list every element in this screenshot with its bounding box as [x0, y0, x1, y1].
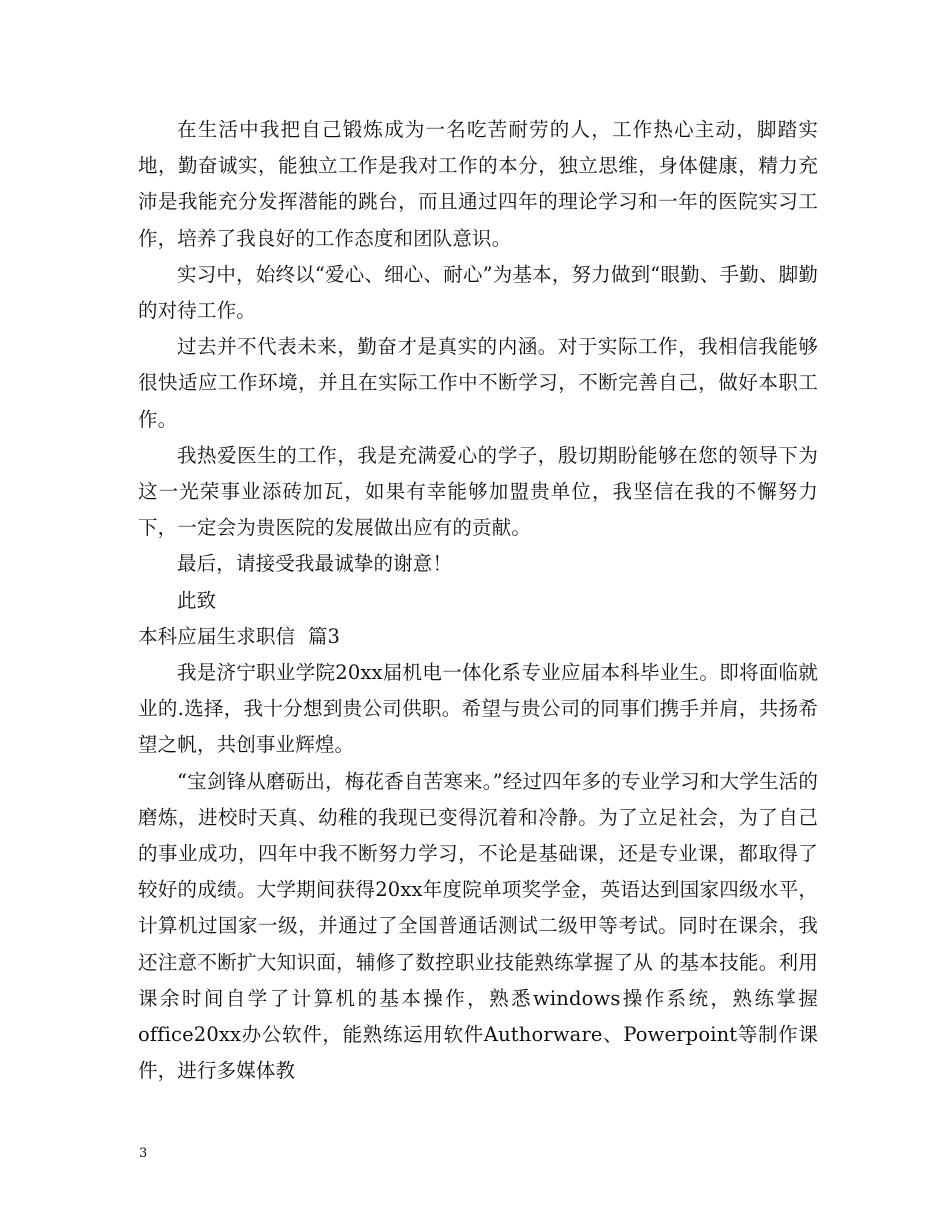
paragraph-future: 过去并不代表未来，勤奋才是真实的内涵。对于实际工作，我相信我能够很快适应工作环境，并且在实际工作中不断学习，不断完善自己，做好本职工作。 — [138, 335, 818, 431]
paragraph-thanks: 最后，请接受我最诚挚的谢意！ — [177, 552, 453, 576]
paragraph-internship: 实习中，始终以“爱心、细心、耐心”为基本，努力做到“眼勤、手勤、脚勤的对待工作。 — [138, 262, 818, 323]
paragraph-aspiration: 我热爱医生的工作，我是充满爱心的学子，殷切期盼能够在您的领导下为这一光荣事业添砖加瓦，如果有幸能够加盟贵单位，我坚信在我的不懈努力下，一定会为贵医院的发展做出应有的贡献。 — [138, 443, 818, 540]
paragraph-achievements: “宝剑锋从磨砺出，梅花香自苦寒来。”经过四年多的专业学习和大学生活的磨炼，进校时天真、幼稚的我现已变得沉着和冷静。为了立足社会，为了自己的事业成功，四年中我不断努力学习，不论是基础课，还是专业课，都取得了较好的成绩。大学期间获得20xx年度院单项奖学金，英语达到国家四级水平，计算机过国家一级，并通过了全国普通话测试二级甲等考试。同时在课余，我还注意不断扩大知识面，辅修了数控职业技能熟练掌握了从 的基本技能。利用课余时间自学了计算机的基本操作，熟悉windows操作系统，熟练掌握office20xx办公软件，能熟练运用软件Authorware、Powerpoint等制作课件，进行多媒体教 — [138, 769, 818, 1083]
paragraph-closing: 此致 — [177, 588, 217, 612]
paragraph-introduction: 我是济宁职业学院20xx届机电一体化系专业应届本科毕业生。即将面临就业的.选择，我十分想到贵公司供职。希望与贵公司的同事们携手并肩，共扬希望之帆，共创事业辉煌。 — [138, 661, 818, 757]
paragraph-self-description: 在生活中我把自己锻炼成为一名吃苦耐劳的人，工作热心主动，脚踏实地，勤奋诚实，能独立工作是我对工作的本分，独立思维，身体健康，精力充沛是我能充分发挥潜能的跳台，而且通过四年的理论学习和一年的医院实习工作，培养了我良好的工作态度和团队意识。 — [138, 118, 818, 250]
section-heading: 本科应届生求职信 篇3 — [138, 624, 341, 648]
letter-body — [138, 112, 818, 1089]
page-number: 3 — [139, 1146, 148, 1161]
